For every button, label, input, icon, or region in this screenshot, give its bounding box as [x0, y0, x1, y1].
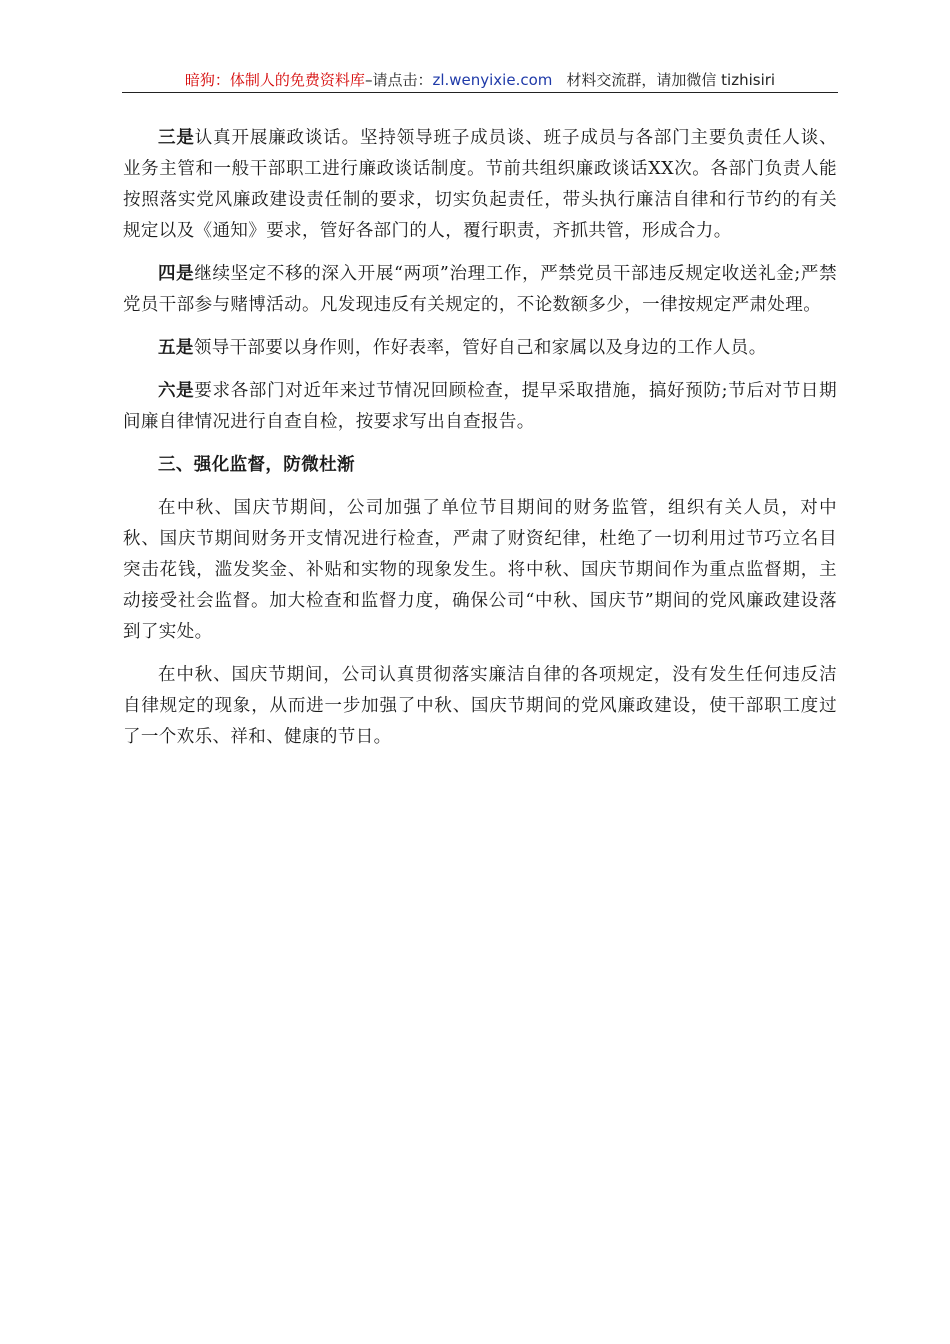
paragraph-lead: 五是	[158, 338, 194, 358]
paragraph-lead: 四是	[158, 264, 195, 284]
section-heading: 三、强化监督，防微杜渐	[158, 455, 355, 475]
header-url-link[interactable]: zl.wenyixie.com	[432, 71, 553, 89]
body-paragraph: 在中秋、国庆节期间，公司认真贯彻落实廉洁自律的各项规定，没有发生任何违反洁自律规定的现象，从而进一步加强了中秋、国庆节期间的党风廉政建设，使干部职工度过了一个欢乐、祥和、健康的节日。	[123, 665, 837, 747]
paragraph-item-5	[123, 333, 837, 364]
paragraph-text: 领导干部要以身作则，作好表率，管好自己和家属以及身边的工作人员。	[193, 338, 767, 358]
page-header	[122, 68, 838, 93]
paragraph-item-6	[123, 376, 837, 438]
paragraph-lead: 三是	[158, 128, 195, 148]
paragraph-item-3	[123, 123, 837, 247]
body-paragraph: 在中秋、国庆节期间，公司加强了单位节目期间的财务监管，组织有关人员，对中秋、国庆节期间财务开支情况进行检查，严肃了财资纪律，杜绝了一切利用过节巧立名目突击花钱，滥发奖金、补贴和实物的现象发生。将中秋、国庆节期间作为重点监督期，主动接受社会监督。加大检查和监督力度，确保公司“中秋、国庆节”期间的党风廉政建设落到了实处。	[123, 498, 837, 642]
paragraph-text: 要求各部门对近年来过节情况回顾检查，提早采取措施，搞好预防;节后对节日期间廉自律情况进行自查自检，按要求写出自查报告。	[123, 381, 837, 432]
document-body	[123, 123, 837, 765]
paragraph-item-4	[123, 259, 837, 321]
header-site-name: 暗狗：体制人的免费资料库	[184, 71, 365, 89]
paragraph-text: 继续坚定不移的深入开展“两项”治理工作，严禁党员干部违反规定收送礼金;严禁党员干部参与赌博活动。凡发现违反有关规定的，不论数额多少，一律按规定严肃处理。	[123, 264, 837, 315]
paragraph-text: 认真开展廉政谈话。坚持领导班子成员谈、班子成员与各部门主要负责任人谈、业务主管和一般干部职工进行廉政谈话制度。节前共组织廉政谈话XX次。各部门负责人能按照落实党风廉政建设责任制的要求，切实负起责任，带头执行廉洁自律和行节约的有关规定以及《通知》要求，管好各部门的人，覆行职责，齐抓共管，形成合力。	[123, 128, 837, 241]
header-contact: 材料交流群，请加微信 tizhisiri	[566, 71, 776, 89]
paragraph-lead: 六是	[158, 381, 195, 401]
header-click-prompt: –请点击：	[364, 71, 433, 89]
